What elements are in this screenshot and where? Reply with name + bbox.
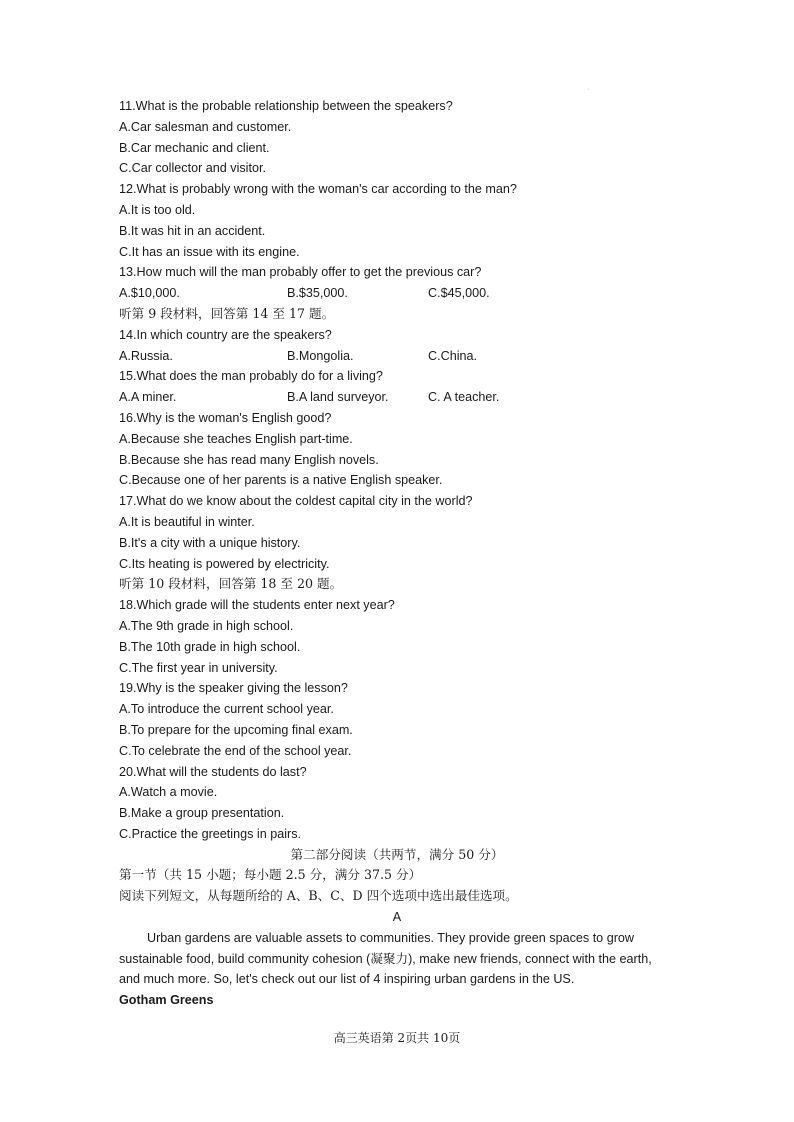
- option-18b: B.The 10th grade in high school.: [119, 639, 301, 654]
- option-15a: A.A miner.: [119, 390, 177, 405]
- option-15b: B.A land surveyor.: [287, 390, 389, 405]
- question-15: 15.What does the man probably do for a living?: [119, 369, 383, 384]
- question-18: 18.Which grade will the students enter next year?: [119, 598, 395, 613]
- subheading-gotham-greens: Gotham Greens: [119, 993, 214, 1008]
- passage-label: A: [392, 910, 402, 925]
- option-16a: A.Because she teaches English part-time.: [119, 431, 353, 446]
- option-11b: B.Car mechanic and client.: [119, 140, 270, 155]
- option-12b: B.It was hit in an accident.: [119, 223, 266, 238]
- question-19: 19.Why is the speaker giving the lesson?: [119, 681, 348, 696]
- option-13c: C.$45,000.: [428, 286, 490, 301]
- option-19a: A.To introduce the current school year.: [119, 702, 334, 717]
- options-15: [119, 387, 675, 408]
- option-20a: A.Watch a movie.: [119, 785, 218, 800]
- question-14: 14.In which country are the speakers?: [119, 327, 332, 342]
- question-16: 16.Why is the woman's English good?: [119, 410, 332, 425]
- option-17c: C.Its heating is powered by electricity.: [119, 556, 330, 571]
- instruction-passage-10: 听第 10 段材料，回答第 18 至 20 题。: [119, 576, 343, 592]
- instruction-passage-9: 听第 9 段材料，回答第 14 至 17 题。: [119, 305, 335, 321]
- question-17: 17.What do we know about the coldest capital city in the world?: [119, 494, 473, 509]
- passage-line: Urban gardens are valuable assets to communities. They provide green spaces to grow: [147, 930, 634, 945]
- question-12: 12.What is probably wrong with the woman's car according to the man?: [119, 182, 517, 197]
- reading-instruction: 阅读下列短文，从每题所给的 A、B、C、D 四个选项中选出最佳选项。: [119, 888, 518, 904]
- option-19c: C.To celebrate the end of the school year.: [119, 743, 352, 758]
- part-two-heading: 第二部分阅读（共两节，满分 50 分）: [290, 846, 504, 862]
- passage-line: sustainable food, build community cohesion (凝聚力), make new friends, connect with the earth,: [119, 951, 652, 966]
- option-19b: B.To prepare for the upcoming final exam.: [119, 722, 353, 737]
- option-13b: B.$35,000.: [287, 286, 348, 301]
- options-14: [119, 346, 675, 367]
- question-20: 20.What will the students do last?: [119, 764, 307, 779]
- option-20c: C.Practice the greetings in pairs.: [119, 826, 301, 841]
- page-footer: 高三英语第 2页共 10页: [333, 1031, 461, 1045]
- option-14b: B.Mongolia.: [287, 348, 354, 363]
- option-18a: A.The 9th grade in high school.: [119, 618, 294, 633]
- option-16b: B.Because she has read many English novels.: [119, 452, 379, 467]
- question-13: 13.How much will the man probably offer to get the previous car?: [119, 265, 482, 280]
- exam-page: [119, 96, 675, 1011]
- option-16c: C.Because one of her parents is a native English speaker.: [119, 473, 443, 488]
- option-13a: A.$10,000.: [119, 286, 180, 301]
- option-17b: B.It's a city with a unique history.: [119, 535, 301, 550]
- option-12c: C.It has an issue with its engine.: [119, 244, 300, 259]
- option-20b: B.Make a group presentation.: [119, 806, 285, 821]
- option-15c: C. A teacher.: [428, 390, 500, 405]
- question-11: 11.What is the probable relationship between the speakers?: [119, 99, 453, 113]
- option-18c: C.The first year in university.: [119, 660, 278, 675]
- scan-mark: ·: [587, 86, 590, 93]
- option-11c: C.Car collector and visitor.: [119, 161, 266, 176]
- option-17a: A.It is beautiful in winter.: [119, 514, 255, 529]
- option-14a: A.Russia.: [119, 348, 173, 363]
- option-12a: A.It is too old.: [119, 202, 196, 217]
- option-14c: C.China.: [428, 348, 477, 363]
- option-11a: A.Car salesman and customer.: [119, 119, 292, 134]
- section-one-heading: 第一节（共 15 小题；每小题 2.5 分，满分 37.5 分）: [119, 867, 422, 883]
- options-13: [119, 283, 675, 304]
- passage-line: and much more. So, let's check out our list of 4 inspiring urban gardens in the US.: [119, 972, 575, 987]
- passage-paragraph: [119, 928, 675, 990]
